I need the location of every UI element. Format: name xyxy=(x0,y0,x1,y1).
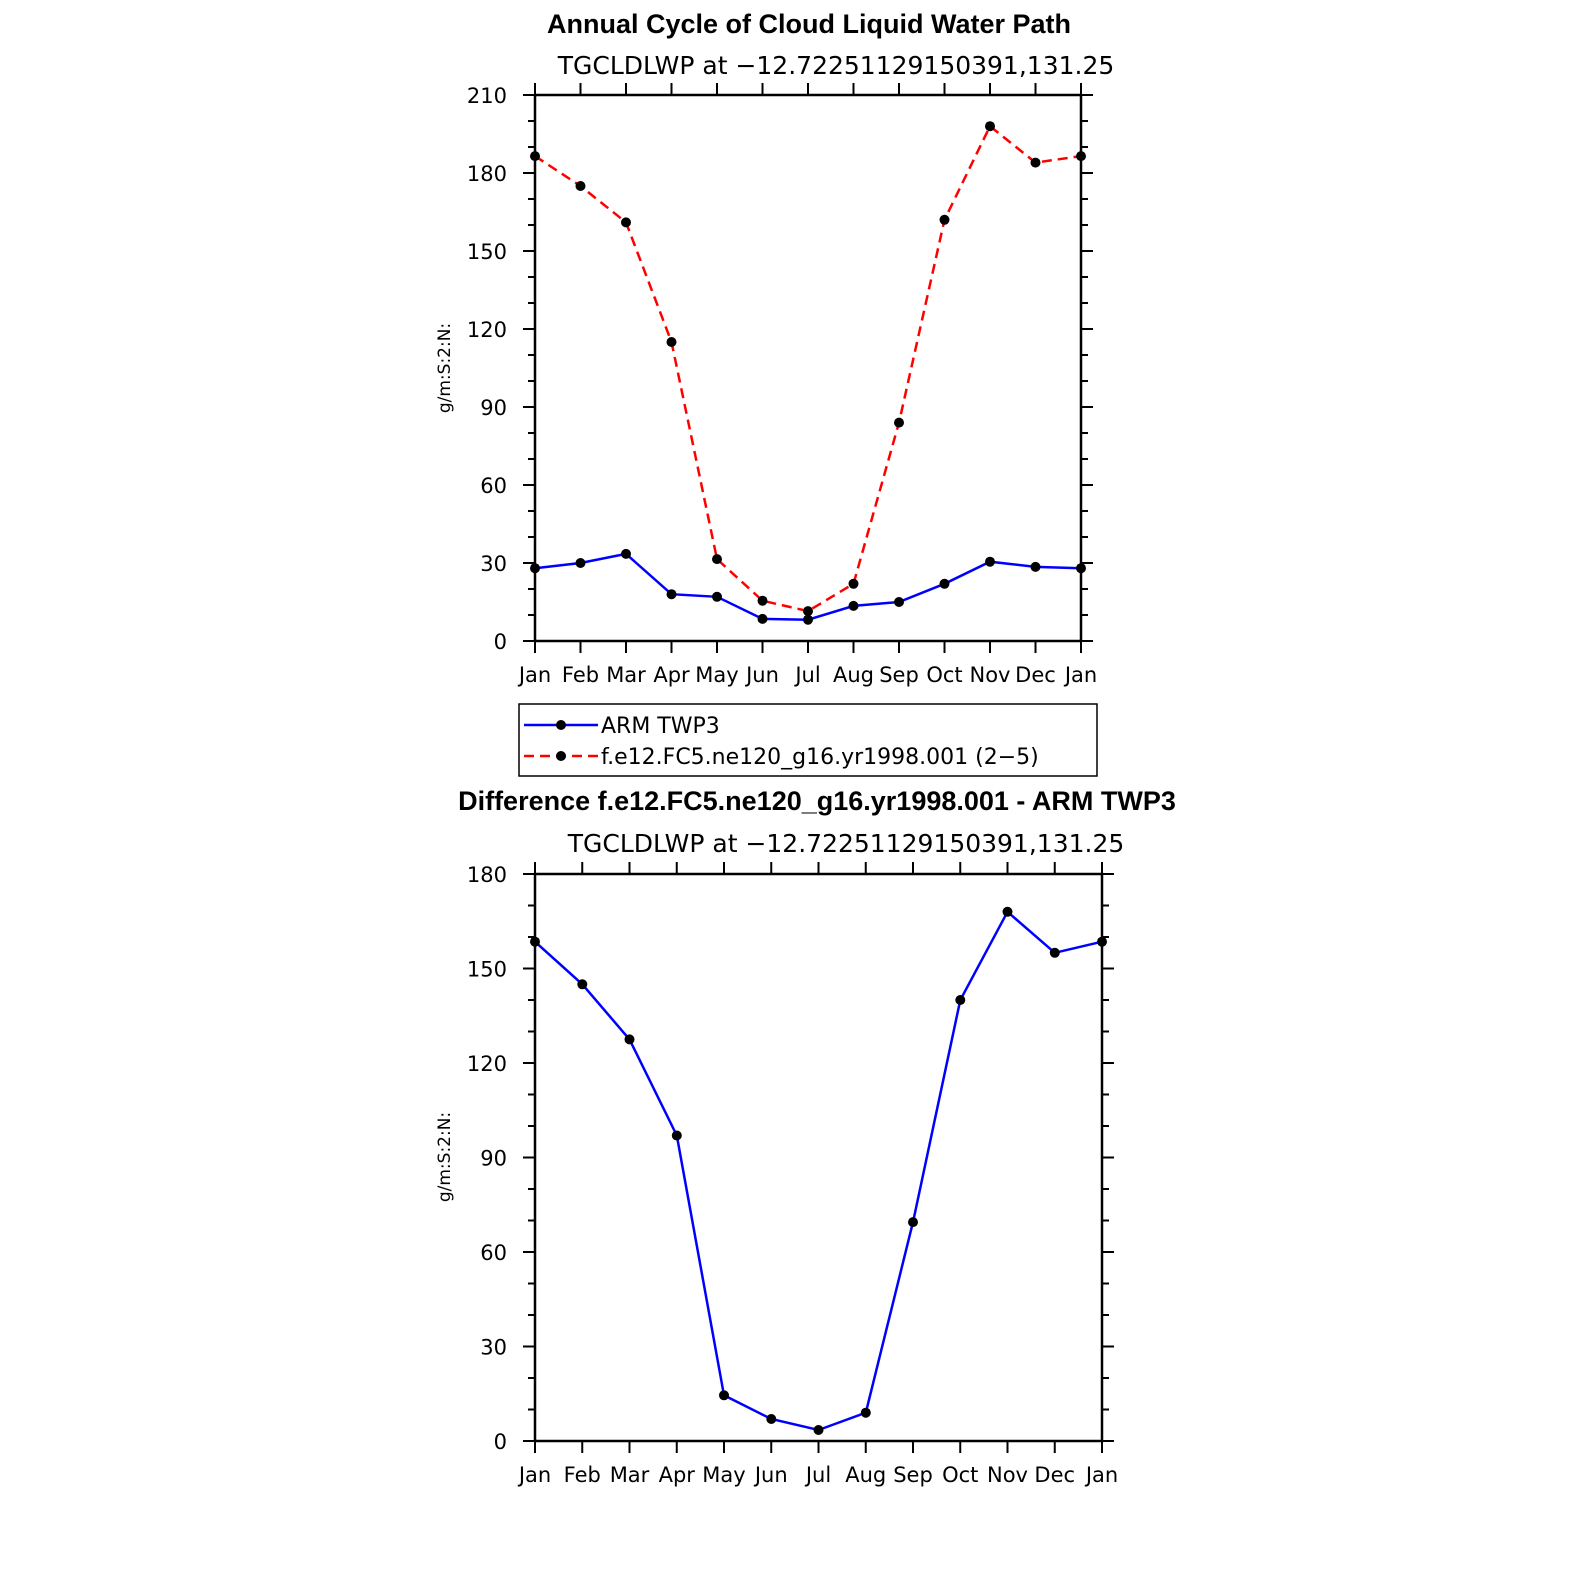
data-point-0 xyxy=(577,979,587,989)
tick-labels xyxy=(467,863,1118,1487)
x-tick-label: Jan xyxy=(1064,663,1098,687)
x-tick-label: Sep xyxy=(893,1463,933,1487)
x-tick-label: Feb xyxy=(561,663,600,687)
data-point-0 xyxy=(908,1217,918,1227)
x-tick-label: Jul xyxy=(805,1463,832,1487)
data-point-1 xyxy=(712,554,722,564)
x-tick-label: Jan xyxy=(518,1463,552,1487)
x-tick-label: Nov xyxy=(987,1463,1028,1487)
legend-label-model: f.e12.FC5.ne120_g16.yr1998.001 (2−5) xyxy=(601,745,1039,770)
y-tick-label: 60 xyxy=(480,474,507,498)
data-point-0 xyxy=(955,995,965,1005)
data-point-0 xyxy=(861,1408,871,1418)
data-point-0 xyxy=(1031,562,1041,572)
x-tick-label: Aug xyxy=(832,663,875,687)
data-point-1 xyxy=(1031,158,1041,168)
chart-title: Difference f.e12.FC5.ne120_g16.yr1998.001 - ARM TWP3 xyxy=(458,786,1176,816)
data-point-0 xyxy=(849,601,859,611)
series-line-0 xyxy=(535,912,1102,1430)
difference-panel xyxy=(435,786,1176,1487)
legend xyxy=(519,704,1097,776)
data-point-1 xyxy=(940,215,950,225)
annual-cycle-panel xyxy=(435,9,1114,687)
legend-label-arm-twp3: ARM TWP3 xyxy=(601,714,720,739)
data-point-0 xyxy=(1003,907,1013,917)
data-point-0 xyxy=(625,1034,635,1044)
y-tick-label: 90 xyxy=(480,396,507,420)
data-point-1 xyxy=(621,217,631,227)
data-point-1 xyxy=(667,337,677,347)
data-point-0 xyxy=(766,1414,776,1424)
plot-frame xyxy=(535,95,1081,641)
y-tick-label: 150 xyxy=(466,240,507,264)
series-layer xyxy=(530,121,1086,625)
x-tick-label: Dec xyxy=(1034,1463,1076,1487)
y-tick-label: 210 xyxy=(466,84,507,108)
y-tick-label: 180 xyxy=(466,162,507,186)
data-point-0 xyxy=(621,549,631,559)
y-tick-label: 120 xyxy=(466,1052,507,1076)
x-tick-label: Feb xyxy=(563,1463,601,1487)
y-axis-label: g/m:S:2:N: xyxy=(435,1111,455,1203)
data-point-0 xyxy=(894,597,904,607)
x-tick-label: Jun xyxy=(754,1463,788,1487)
plot-frame xyxy=(535,874,1102,1441)
data-point-0 xyxy=(985,557,995,567)
data-point-1 xyxy=(758,596,768,606)
x-tick-label: Dec xyxy=(1015,663,1056,687)
data-point-0 xyxy=(814,1425,824,1435)
y-axis-label: g/m:S:2:N: xyxy=(435,322,455,414)
x-tick-label: Aug xyxy=(845,1463,887,1487)
chart-subtitle: TGCLDLWP at −12.72251129150391,131.25 xyxy=(567,829,1125,858)
legend-entry-model xyxy=(524,745,1039,770)
data-point-0 xyxy=(667,589,677,599)
chart-title: Annual Cycle of Cloud Liquid Water Path xyxy=(546,9,1072,39)
x-tick-label: Jan xyxy=(1085,1463,1119,1487)
y-tick-label: 0 xyxy=(493,1430,507,1454)
x-tick-label: Nov xyxy=(969,663,1011,687)
legend-marker-model xyxy=(556,751,566,761)
legend-marker-arm-twp3 xyxy=(556,720,566,730)
x-tick-label: Jul xyxy=(795,663,821,687)
y-tick-label: 180 xyxy=(466,863,507,887)
x-tick-label: May xyxy=(702,1463,746,1487)
y-tick-label: 90 xyxy=(480,1146,507,1171)
data-point-1 xyxy=(803,606,813,616)
x-tick-label: Oct xyxy=(942,1463,979,1487)
data-point-1 xyxy=(985,121,995,131)
y-tick-label: 30 xyxy=(480,1335,507,1360)
x-tick-label: Sep xyxy=(879,663,919,687)
x-tick-label: Apr xyxy=(653,663,690,687)
x-tick-label: Mar xyxy=(606,663,646,687)
data-point-0 xyxy=(940,579,950,589)
chart-subtitle: TGCLDLWP at −12.72251129150391,131.25 xyxy=(557,51,1115,80)
y-tick-label: 120 xyxy=(466,318,507,342)
x-tick-label: Jun xyxy=(746,663,779,687)
x-tick-label: Oct xyxy=(926,663,963,687)
axis-ticks xyxy=(523,862,1114,1453)
y-tick-label: 30 xyxy=(480,552,507,576)
data-point-0 xyxy=(1050,948,1060,958)
x-tick-label: Apr xyxy=(658,1463,695,1487)
y-tick-label: 0 xyxy=(493,630,507,654)
data-point-0 xyxy=(758,614,768,624)
axis-ticks xyxy=(523,83,1093,653)
x-tick-label: Jan xyxy=(518,663,552,687)
data-point-0 xyxy=(672,1131,682,1141)
data-point-0 xyxy=(719,1390,729,1400)
data-point-1 xyxy=(849,579,859,589)
data-point-1 xyxy=(576,181,586,191)
data-point-1 xyxy=(894,418,904,428)
series-line-1 xyxy=(535,126,1081,611)
data-point-0 xyxy=(803,615,813,625)
x-tick-label: May xyxy=(695,663,739,687)
y-tick-label: 150 xyxy=(466,957,507,982)
series-layer xyxy=(530,907,1107,1435)
x-tick-label: Mar xyxy=(609,1463,650,1487)
data-point-0 xyxy=(712,592,722,602)
y-tick-label: 60 xyxy=(480,1241,507,1265)
data-point-0 xyxy=(576,558,586,568)
